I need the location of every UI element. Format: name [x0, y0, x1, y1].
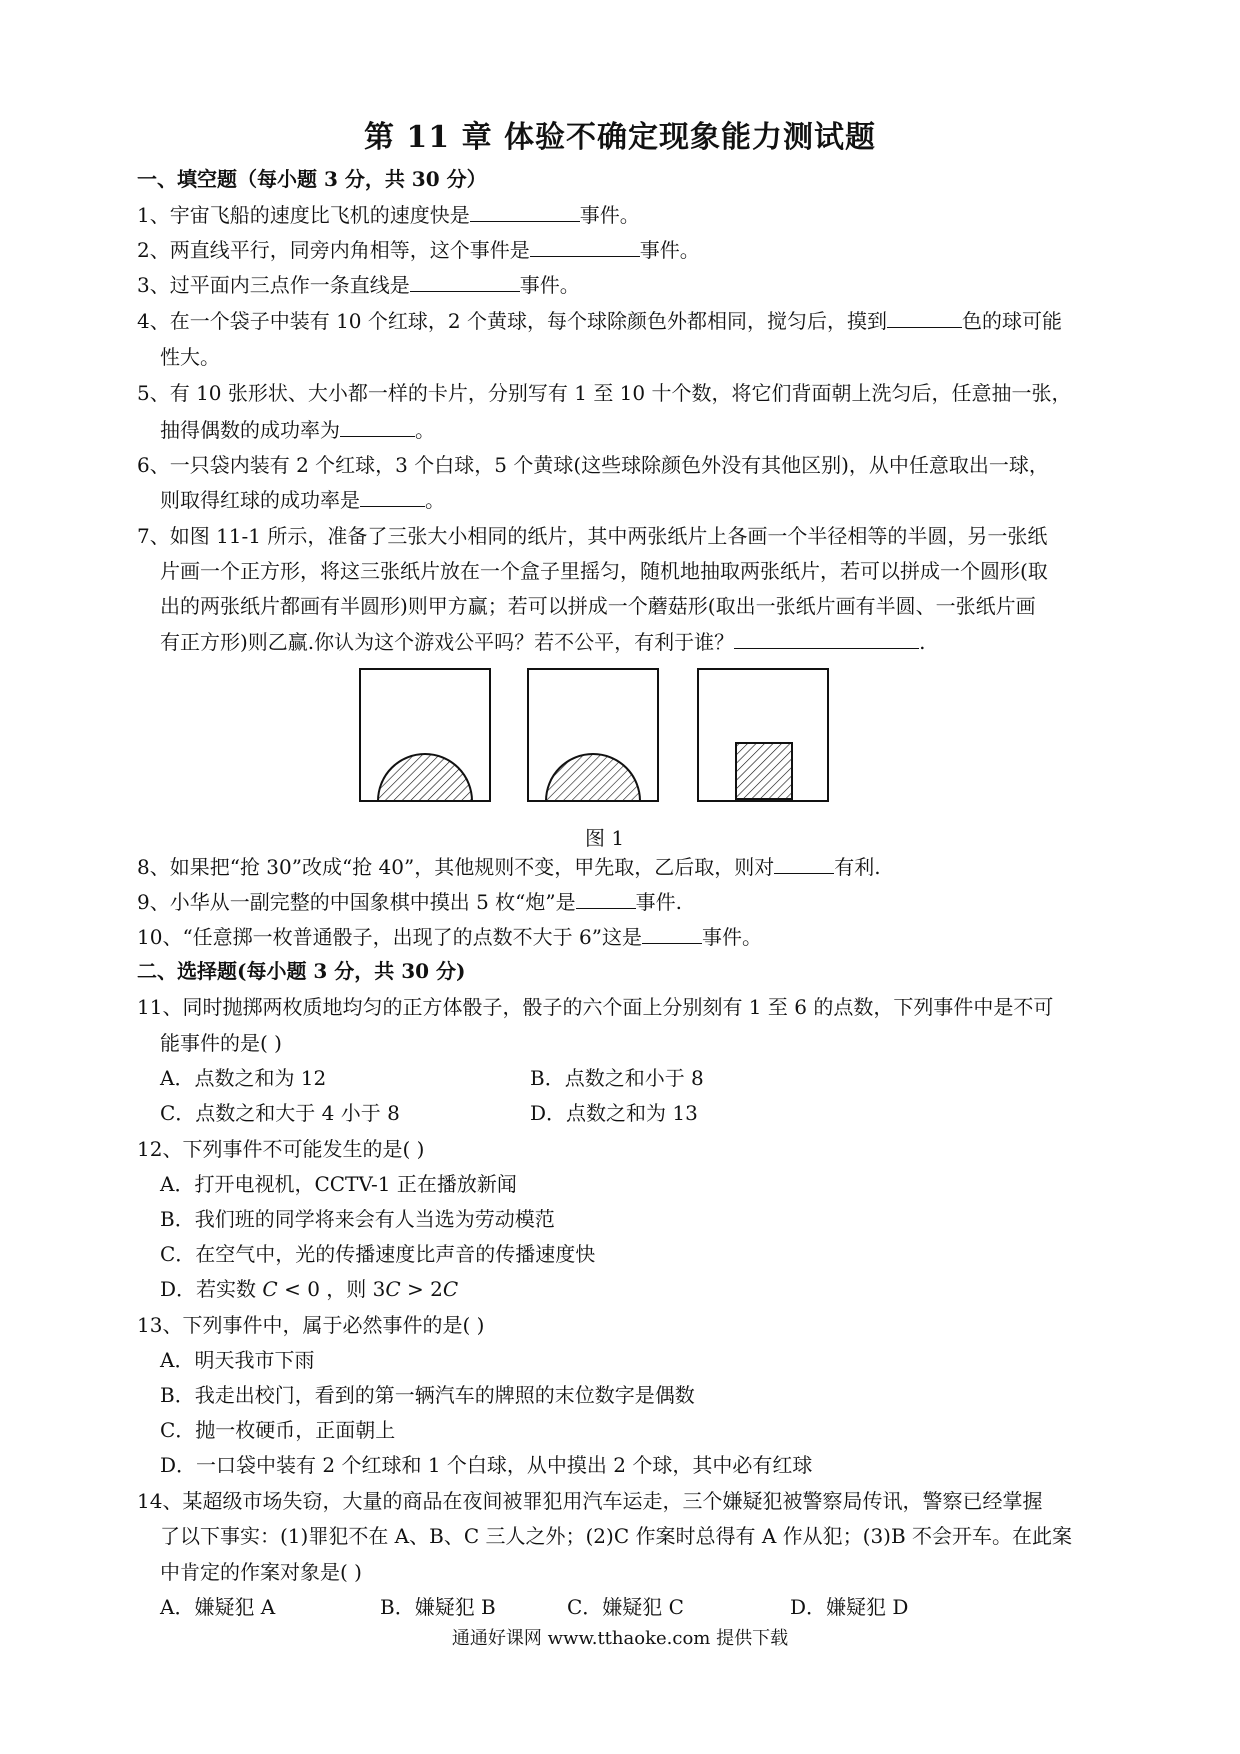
question-4: 4、在一个袋子中装有 10 个红球，2 个黄球，每个球除颜色外都相同，搅匀后，摸到 色的球可能 — [137, 309, 1062, 333]
question-6-line-2: 则取得红球的成功率是 。 — [160, 488, 445, 512]
q13-option-c: C．抛一枚硬币，正面朝上 — [160, 1418, 396, 1442]
answer-blank — [470, 201, 580, 222]
q11-option-c: C．点数之和大于 4 小于 8 — [160, 1101, 400, 1125]
question-11-line-2: 能事件的是( ) — [160, 1031, 282, 1055]
question-14: 14、某超级市场失窃，大量的商品在夜间被罪犯用汽车运走，三个嫌疑犯被警察局传讯，警察已经掌握 — [137, 1489, 1043, 1513]
question-7-line-2: 片画一个正方形，将这三张纸片放在一个盒子里摇匀，随机地抽取两张纸片，若可以拼成一个圆形(取 — [160, 559, 1048, 583]
q13-option-d: D．一口袋中装有 2 个红球和 1 个白球，从中摸出 2 个球，其中必有红球 — [160, 1453, 813, 1477]
question-8: 8、如果把“抢 30”改成“抢 40”，其他规则不变，甲先取，乙后取，则对 有利. — [137, 855, 881, 879]
question-13: 13、下列事件中，属于必然事件的是( ) — [137, 1313, 485, 1337]
page-footer: 通通好课网 www.tthaoke.com 提供下载 — [451, 1628, 789, 1649]
figure-three-cards — [358, 666, 832, 846]
answer-blank — [410, 271, 520, 292]
q12-option-b: B．我们班的同学将来会有人当选为劳动模范 — [160, 1207, 555, 1231]
answer-blank — [360, 486, 425, 507]
q12-option-d: D．若实数 C < 0 ，则 3C > 2C — [160, 1277, 459, 1301]
q14-option-a: A．嫌疑犯 A — [160, 1595, 276, 1619]
page-title: 第 11 章 体验不确定现象能力测试题 — [363, 120, 877, 155]
question-9: 9、小华从一副完整的中国象棋中摸出 5 枚“炮”是 事件. — [137, 890, 682, 914]
question-1: 1、宇宙飞船的速度比飞机的速度快是 事件。 — [137, 203, 640, 227]
q11-option-d: D．点数之和为 13 — [530, 1101, 698, 1125]
section-choice-heading: 二、选择题(每小题 3 分，共 30 分) — [137, 959, 466, 983]
question-11: 11、同时抛掷两枚质地均匀的正方体骰子，骰子的六个面上分别刻有 1 至 6 的点数，下列事件中是不可 — [137, 995, 1054, 1019]
question-2: 2、两直线平行，同旁内角相等，这个事件是 事件。 — [137, 238, 700, 262]
question-10: 10、“任意掷一枚普通骰子，出现了的点数不大于 6”这是 事件。 — [137, 925, 762, 949]
figure-caption: 图 1 — [585, 826, 625, 850]
q12-option-a: A．打开电视机，CCTV-1 正在播放新闻 — [160, 1172, 517, 1196]
q14-option-d: D．嫌疑犯 D — [790, 1595, 909, 1619]
card-square — [698, 669, 828, 801]
question-4-line-2: 性大。 — [160, 345, 220, 369]
answer-blank — [774, 853, 834, 874]
q11-option-b: B．点数之和小于 8 — [530, 1066, 704, 1090]
question-5: 5、有 10 张形状、大小都一样的卡片，分别写有 1 至 10 十个数，将它们背面朝上洗匀后，任意抽一张， — [137, 381, 1072, 405]
answer-blank — [340, 416, 415, 437]
answer-blank — [530, 236, 640, 257]
question-7-line-3: 出的两张纸片都画有半圆形)则甲方赢；若可以拼成一个蘑菇形(取出一张纸片画有半圆、一张纸片画 — [160, 594, 1036, 618]
answer-blank — [887, 307, 962, 328]
q13-option-b: B．我走出校门，看到的第一辆汽车的牌照的末位数字是偶数 — [160, 1383, 695, 1407]
question-7-line-4: 有正方形)则乙赢.你认为这个游戏公平吗？若不公平，有利于谁？ . — [160, 630, 926, 654]
q14-option-c: C．嫌疑犯 C — [567, 1595, 684, 1619]
q13-option-a: A．明天我市下雨 — [160, 1348, 315, 1372]
question-5-line-2: 抽得偶数的成功率为 。 — [160, 418, 435, 442]
question-3: 3、过平面内三点作一条直线是 事件。 — [137, 273, 580, 297]
section-fill-in-heading: 一、填空题（每小题 3 分，共 30 分） — [137, 167, 487, 191]
question-14-line-3: 中肯定的作案对象是( ) — [160, 1560, 362, 1584]
answer-blank — [734, 628, 919, 649]
question-6: 6、一只袋内装有 2 个红球，3 个白球，5 个黄球(这些球除颜色外没有其他区别)，从中任意取出一球， — [137, 453, 1049, 477]
question-14-line-2: 了以下事实：(1)罪犯不在 A、B、C 三人之外；(2)C 作案时总得有 A 作从犯；(3)B 不会开车。在此案 — [160, 1524, 1073, 1548]
question-12: 12、下列事件不可能发生的是( ) — [137, 1137, 425, 1161]
q14-option-b: B．嫌疑犯 B — [380, 1595, 496, 1619]
card-semicircle-2 — [528, 669, 658, 801]
answer-blank — [576, 888, 636, 909]
answer-blank — [642, 923, 702, 944]
q12-option-c: C．在空气中，光的传播速度比声音的传播速度快 — [160, 1242, 596, 1266]
q11-option-a: A．点数之和为 12 — [160, 1066, 327, 1090]
question-7: 7、如图 11-1 所示，准备了三张大小相同的纸片，其中两张纸片上各画一个半径相等的半圆，另一张纸 — [137, 524, 1048, 548]
card-semicircle-1 — [360, 669, 490, 801]
